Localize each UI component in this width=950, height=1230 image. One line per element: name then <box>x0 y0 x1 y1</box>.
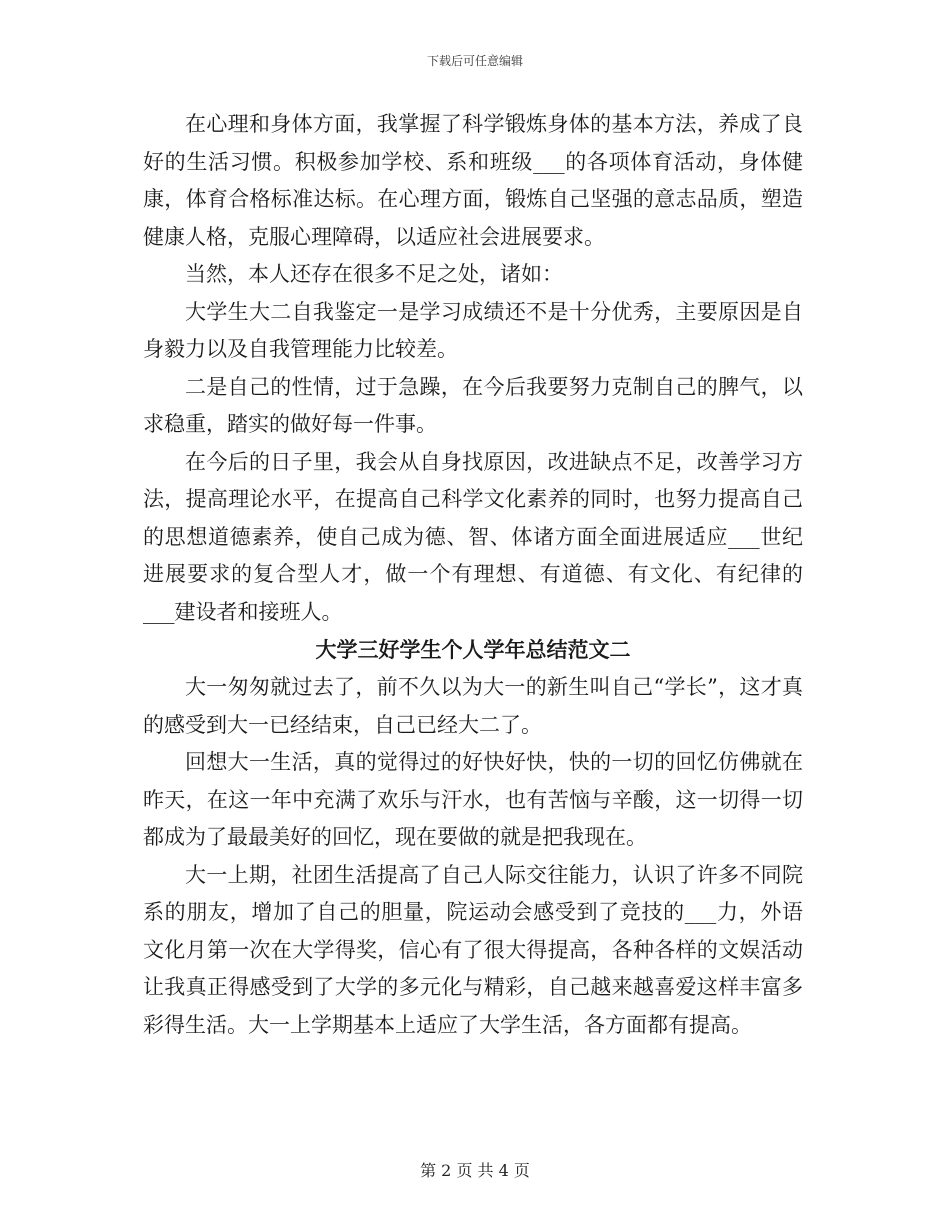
paragraph-5: 在今后的日子里，我会从自身找原因，改进缺点不足，改善学习方法，提高理论水平，在提高自己科学文化素养的同时，也努力提高自己的思想道德素养，使自己成为德、智、体诸方面全面进展适应___世纪进展要求的复合型人才，做一个有理想、有道德、有文化、有纪律的___建设者和接班人。 <box>143 449 803 624</box>
paragraph-7: 回想大一生活，真的觉得过的好快好快，快的一切的回忆仿佛就在昨天，在这一年中充满了欢乐与汗水，也有苦恼与辛酸，这一切得一切都成为了最最美好的回忆，现在要做的就是把我现在。 <box>143 750 803 849</box>
section-title: 大学三好学生个人学年总结范文二 <box>315 637 631 662</box>
paragraph-2: 当然，本人还存在很多不足之处，诸如： <box>185 262 563 286</box>
paragraph-8: 大一上期，社团生活提高了自己人际交往能力，认识了许多不同院系的朋友，增加了自己的胆量，院运动会感受到了竞技的___力，外语文化月第一次在大学得奖，信心有了很大得提高，各种各样的文娱活动让我真正得感受到了大学的多元化与精彩，自己越来越喜爱这样丰富多彩得生活。大一上学期基本上适应了大学生活，各方面都有提高。 <box>143 862 803 1037</box>
paragraph-1: 在心理和身体方面，我掌握了科学锻炼身体的基本方法，养成了良好的生活习惯。积极参加学校、系和班级___的各项体育活动，身体健康，体育合格标准达标。在心理方面，锻炼自己坚强的意志品质，塑造健康人格，克服心理障碍，以适应社会进展要求。 <box>143 112 803 249</box>
page-header: 下载后可任意编辑 <box>426 54 523 68</box>
document-body <box>143 106 803 1044</box>
paragraph-6: 大一匆匆就过去了，前不久以为大一的新生叫自己“学长”，这才真的感受到大一已经结束，自己已经大二了。 <box>143 675 803 737</box>
page-number: 第 2 页 共 4 页 <box>420 1161 530 1180</box>
paragraph-3: 大学生大二自我鉴定一是学习成绩还不是十分优秀，主要原因是自身毅力以及自我管理能力比较差。 <box>143 299 803 361</box>
paragraph-4: 二是自己的性情，过于急躁，在今后我要努力克制自己的脾气，以求稳重，踏实的做好每一件事。 <box>143 374 803 436</box>
